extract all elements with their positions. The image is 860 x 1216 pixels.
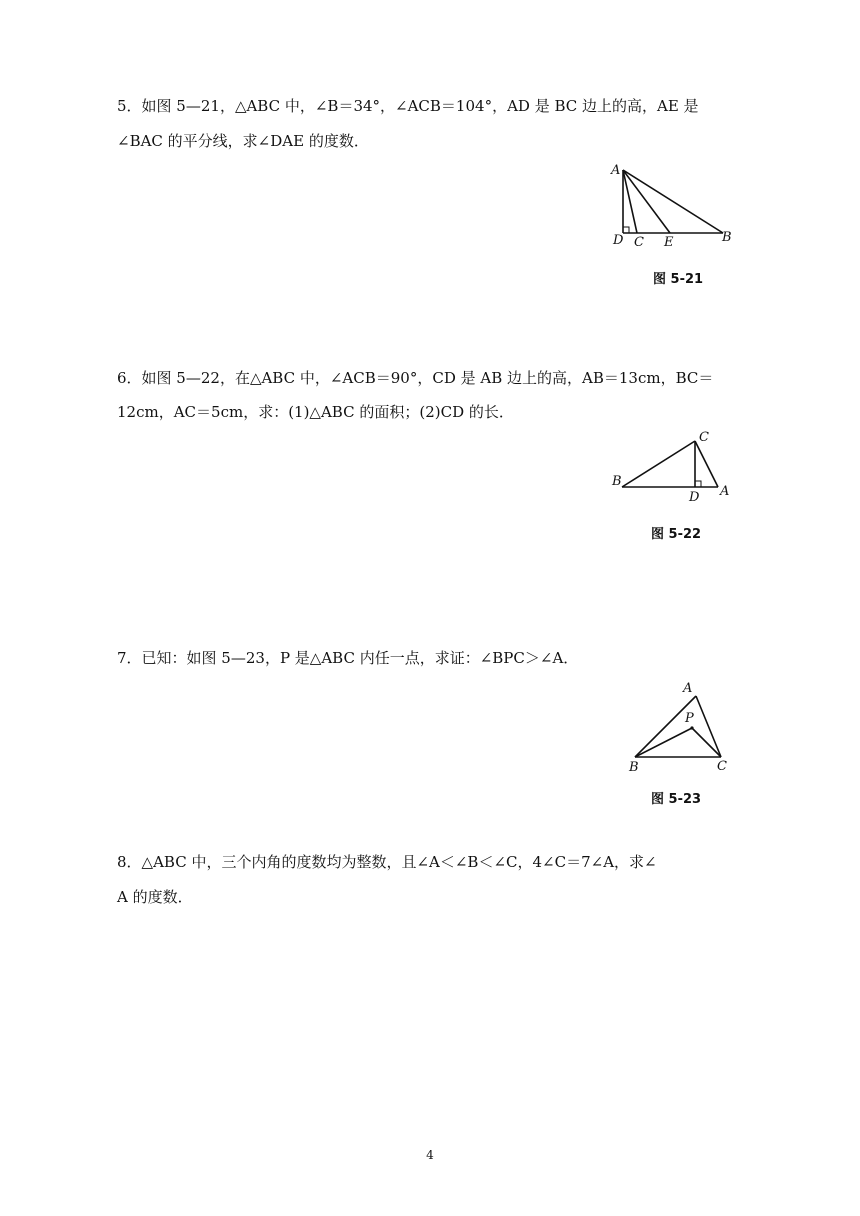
label-c: C xyxy=(634,235,644,250)
point-p xyxy=(690,726,693,729)
label-b: B xyxy=(722,230,732,245)
segment-bc xyxy=(622,441,695,487)
label-b: B xyxy=(612,474,622,489)
figure-5-21 xyxy=(605,160,735,250)
problem-5-line-2: ∠BAC 的平分线，求∠DAE 的度数． xyxy=(117,132,369,150)
figure-5-22-diagram xyxy=(610,425,735,505)
segment-ca xyxy=(695,441,718,487)
figure-5-22 xyxy=(610,425,735,505)
label-e: E xyxy=(664,235,674,250)
segment-ab xyxy=(623,170,723,233)
right-angle-mark xyxy=(695,481,701,487)
label-a: A xyxy=(683,681,693,696)
page-number: 4 xyxy=(426,1148,434,1162)
problem-7-line-1: 7．已知：如图 5—23，P 是△ABC 内任一点，求证：∠BPC＞∠A． xyxy=(117,649,579,667)
segment-pc xyxy=(692,728,721,757)
label-c: C xyxy=(717,759,727,774)
label-d: D xyxy=(689,490,700,505)
problem-5-line-1: 5．如图 5—21，△ABC 中，∠B＝34°，∠ACB＝104°，AD 是 BC 边上的高，AE 是 xyxy=(117,97,699,115)
label-c: C xyxy=(699,430,709,445)
figure-5-23-diagram xyxy=(625,678,735,778)
label-a: A xyxy=(720,484,730,499)
figure-5-23-caption: 图 5-23 xyxy=(651,792,702,807)
problem-6-line-2: 12cm，AC＝5cm，求：(1)△ABC 的面积；(2)CD 的长． xyxy=(117,403,514,421)
label-d: D xyxy=(613,233,624,248)
figure-5-21-diagram xyxy=(605,160,735,250)
figure-5-23 xyxy=(625,678,735,778)
segment-ac xyxy=(696,696,721,757)
problem-6-line-1: 6．如图 5—22，在△ABC 中，∠ACB＝90°，CD 是 AB 边上的高，AB＝13cm，BC＝ xyxy=(117,369,714,387)
label-p: P xyxy=(685,711,694,726)
problem-8-line-2: A 的度数． xyxy=(117,888,193,906)
figure-5-21-caption: 图 5-21 xyxy=(653,272,704,287)
problem-8-line-1: 8．△ABC 中，三个内角的度数均为整数，且∠A＜∠B＜∠C，4∠C＝7∠A，求∠ xyxy=(117,853,657,871)
label-a: A xyxy=(611,163,621,178)
figure-5-22-caption: 图 5-22 xyxy=(651,527,702,542)
right-angle-mark xyxy=(623,227,629,233)
label-b: B xyxy=(629,760,639,775)
segment-ba xyxy=(635,696,696,757)
segment-bp xyxy=(635,728,692,757)
